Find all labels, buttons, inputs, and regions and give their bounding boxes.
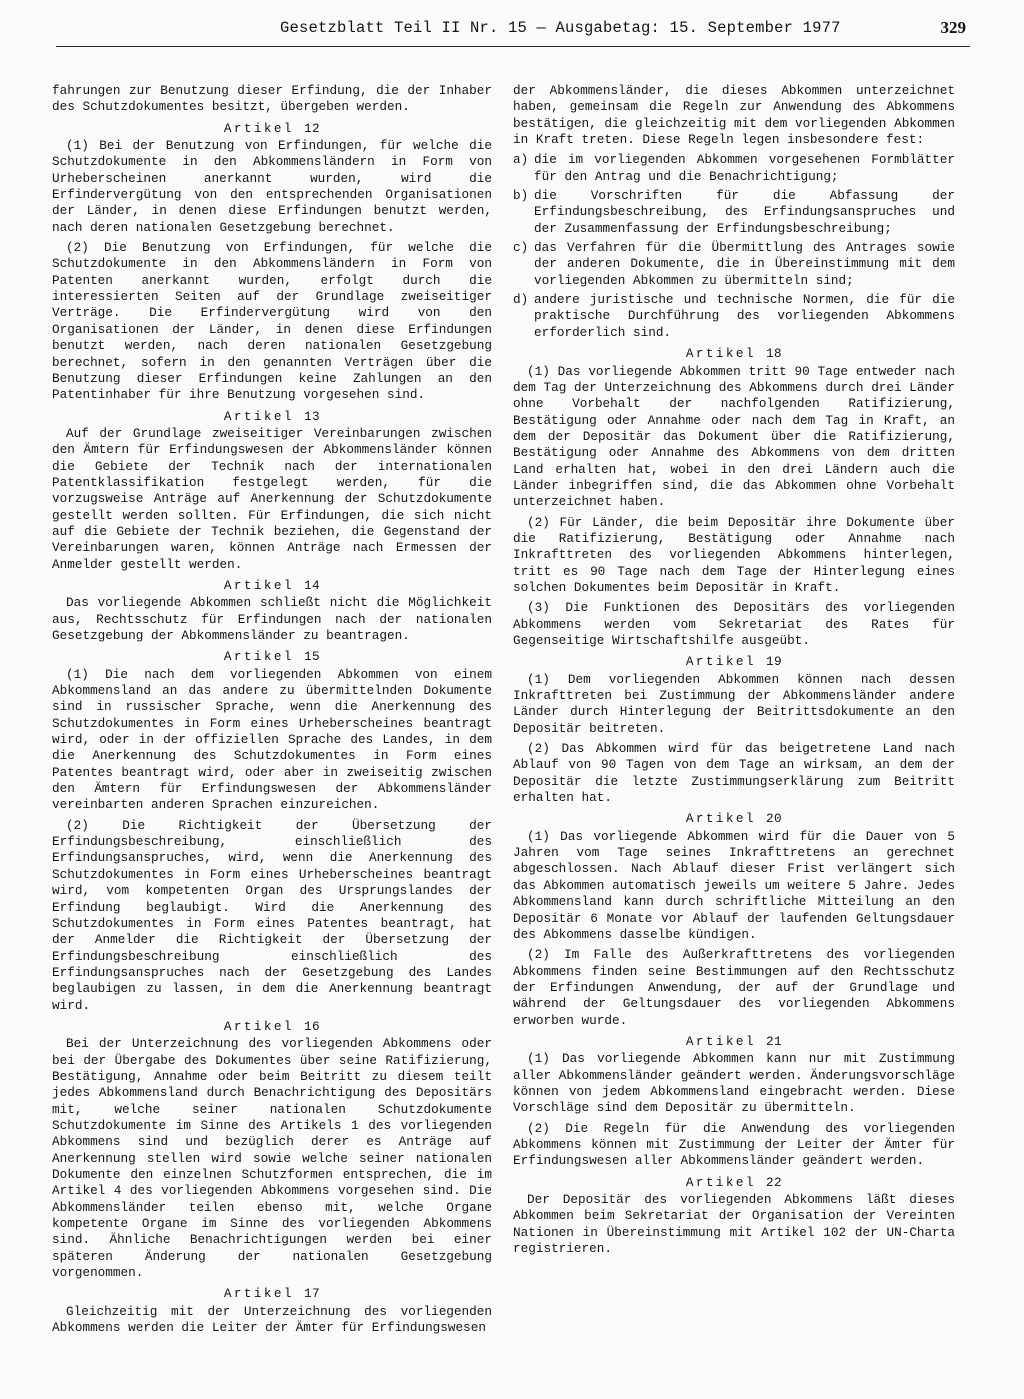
article-15-paragraph-2: (2) Die Richtigkeit der Übersetzung der Erfindungsbeschreibung, einschließlich des Erfindungsanspruches, wird, wenn die Anerkennung des Schutzdokumentes in Form eines Urheberscheines beantragt wird, vom kompetenten Organ des Ursprungslandes der Erfindung beglaubigt. Wird die Anerkennung des Schutzdokumentes in Form eines Patentes beantragt, hat der Anmelder die Richtigkeit der Übersetzung der Erfindungsbeschreibung einschließlich des Erfindungsanspruches nach der Gesetzgebung des Landes beglaubigen zu lassen, in dem die Anerkennung beantragt wird. [52,817,492,1013]
article-22-heading: Artikel 22 [685,1174,783,1190]
article-12-paragraph-1: (1) Bei der Benutzung von Erfindungen, für welche die Schutzdokumente in den Abkommensländern in Form von Urheberscheinen anerkannt wurden, wird die Erfindervergütung von den entsprechenden Organisationen der Länder, in denen diese Erfindungen benutzt werden, nach deren nationalen Gesetzgebung berechnet. [52,138,492,235]
article-21-heading: Artikel 21 [685,1033,783,1049]
paragraph-continuation: der Abkommensländer, die dieses Abkommen unterzeichnet haben, gemeinsam die Regeln zur Anwendung des Abkommens bestätigen, die gleichzeitig mit dem vorliegenden Abkommen in Kraft treten. Diese Regeln legen insbesondere fest: [513,83,955,148]
article-12-paragraph-2: (2) Die Benutzung von Erfindungen, für welche die Schutzdokumente in den Abkommensländern in Form von Patenten anerkannt wurden, erfolgt durch die interessierten Seiten auf der Grundlage zweiseitiger Verträge. Die Erfindervergütung wird von den Organisationen der Länder, in denen diese Erfindungen benutzt werden, nach deren nationalen Gesetzgebung berechnet, sofern in den genannten Verträgen über die Benutzung dieser Erfindungen keine Zahlungen an den Patentinhaber für ihre Benutzung vorgesehen sind. [52,240,492,403]
list-item: b) die Vorschriften für die Abfassung der Erfindungsbeschreibung, des Erfindungsanspruches und der Zusammenfassung der Erfindungsbeschreibung; [513,188,955,236]
article-15-heading: Artikel 15 [223,649,321,665]
right-column [513,83,955,1261]
list-item: a) die im vorliegenden Abkommen vorgesehenen Formblätter für den Antrag und die Benachrichtigung; [513,152,955,184]
article-13-heading: Artikel 13 [223,408,321,424]
article-18-heading: Artikel 18 [685,346,783,362]
article-13-paragraph-1: Auf der Grundlage zweiseitiger Vereinbarungen zwischen den Ämtern für Erfindungswesen der Abkommensländer können die Gebiete der Technik nach der internationalen Patentklassifikation festgelegt werden, für die vorzugsweise Anträge auf Anerkennung der Schutzdokumente gestellt werden sollten. Für Erfindungen, die sich nicht auf die Gebiete der Technik beziehen, die Gegenstand der Vereinbarungen waren, können Anträge nach Ermessen der Anmelder gestellt werden. [52,425,492,572]
article-20-paragraph-1: (1) Das vorliegende Abkommen wird für die Dauer von 5 Jahren vom Tage seines Inkrafttretens an gerechnet abgeschlossen. Nach Ablauf dieser Frist verlängert sich das Abkommen automatisch jeweils um weitere 5 Jahre. Jedes Abkommensland kann durch schriftliche Mitteilung an den Depositär 6 Monate vor Ablauf der laufenden Geltungsdauer des Abkommens dasselbe kündigen. [513,828,955,942]
article-12-heading: Artikel 12 [223,120,321,136]
article-19-paragraph-2: (2) Das Abkommen wird für das beigetretene Land nach Ablauf von 90 Tagen von dem Tage an wirksam, an dem der Depositär die letzte Zustimmungserklärung zum Beitritt erhalten hat. [513,741,955,806]
list-item: c) das Verfahren für die Übermittlung des Antrages sowie der anderen Dokumente, die in Übereinstimmung mit dem vorliegenden Abkommen zu übermitteln sind; [513,240,955,288]
article-19-heading: Artikel 19 [685,654,783,670]
page-number: 329 [940,18,966,37]
article-17-heading: Artikel 17 [223,1286,321,1302]
paragraph-continuation: fahrungen zur Benutzung dieser Erfindung, die der Inhaber des Schutzdokumentes besitzt, übergeben werden. [52,83,492,115]
article-14-heading: Artikel 14 [223,577,321,593]
article-21-paragraph-1: (1) Das vorliegende Abkommen kann nur mit Zustimmung aller Abkommensländer geändert werden. Änderungsvorschläge können von jedem Abkommensland eingebracht werden. Diese Vorschläge sind dem Depositär zu übermitteln. [513,1051,955,1116]
article-18-paragraph-1: (1) Das vorliegende Abkommen tritt 90 Tage entweder nach dem Tag der Unterzeichnung des Abkommens durch drei Länder ohne Vorbehalt der nachfolgenden Ratifizierung, Bestätigung oder Annahme oder nach dem Tag in Kraft, an dem der Depositär das Dokument über die Ratifizierung, Bestätigung oder Annahme des Abkommens von dem dritten Land erhalten hat, wobei in den drei Ländern auch die Länder inbegriffen sind, die das Abkommen ohne Vorbehalt unterzeichnet haben. [513,363,955,510]
header-title: Gesetzblatt Teil II Nr. 15 — Ausgabetag: 15. September 1977 [280,19,841,37]
article-20-heading: Artikel 20 [685,811,783,827]
article-20-paragraph-2: (2) Im Falle des Außerkrafttretens des vorliegenden Abkommens finden seine Bestimmungen auf den Rechtsschutz der Erfindungen Anwendung, der auf der Grundlage und während der Geltungsdauer des vorliegenden Abkommens erworben wurde. [513,947,955,1028]
article-17-paragraph-1: Gleichzeitig mit der Unterzeichnung des vorliegenden Abkommens werden die Leiter der Ämter für Erfindungswesen [52,1303,492,1336]
article-22-paragraph-1: Der Depositär des vorliegenden Abkommens läßt dieses Abkommen beim Sekretariat der Organisation der Vereinten Nationen in Übereinstimmung mit Artikel 102 der UN-Charta registrieren. [513,1192,955,1257]
left-column [52,83,492,1340]
page-header [56,18,970,47]
article-21-paragraph-2: (2) Die Regeln für die Anwendung des vorliegenden Abkommens können mit Zustimmung der Leiter der Ämter für Erfindungswesen aller Abkommensländer geändert werden. [513,1120,955,1169]
list-item: d) andere juristische und technische Normen, die für die praktische Durchführung des vorliegenden Abkommens erforderlich sind. [513,292,955,340]
article-15-paragraph-1: (1) Die nach dem vorliegenden Abkommen von einem Abkommensland an das andere zu übermittelnden Dokumente sind in russischer Sprache, wenn die Anerkennung des Schutzdokumentes in Form eines Urheberscheines beantragt wird, oder in der offiziellen Sprache des Landes, in dem die Anerkennung des Schutzdokumentes in Form eines Patentes beantragt wird, oder aber in zweiseitig zwischen den Ämtern für Erfindungswesen der Abkommensländer vereinbarten anderen Sprachen einzureichen. [52,666,492,813]
article-16-paragraph-1: Bei der Unterzeichnung des vorliegenden Abkommens oder bei der Übergabe des Dokumentes über seine Ratifizierung, Bestätigung, Annahme oder beim Beitritt zu diesem teilt jedes Abkommensland durch Benachrichtigung des Depositärs mit, welche seiner nationalen Schutzdokumente Schutzdokumente im Sinne des Artikels 1 des vorliegenden Abkommens sind und bezüglich derer es Anträge auf Anerkennung stellen wird sowie welche seiner nationalen Dokumente den einzelnen Schutzformen entsprechen, die im Artikel 4 des vorliegenden Abkommens vorgesehen sind. Die Abkommensländer teilen ebenso mit, welche Organe kompetente Organe im Sinne des vorliegenden Abkommens sind. Ähnliche Benachrichtigungen werden bei einer späteren Änderung der nationalen Gesetzgebung vorgenommen. [52,1036,492,1281]
article-14-paragraph-1: Das vorliegende Abkommen schließt nicht die Möglichkeit aus, Rechtsschutz für Erfindungen nach der nationalen Gesetzgebung der Abkommensländer zu beantragen. [52,595,492,643]
article-19-paragraph-1: (1) Dem vorliegenden Abkommen können nach dessen Inkrafttreten bei Zustimmung der Abkommensländer andere Länder durch Hinterlegung der Beitrittsdokumente an den Depositär beitreten. [513,671,955,736]
article-18-paragraph-2: (2) Für Länder, die beim Depositär ihre Dokumente über die Ratifizierung, Bestätigung oder Annahme nach Inkrafttreten des vorliegenden Abkommens hinterlegen, tritt es 90 Tage nach dem Tage der Hinterlegung eines solchen Dokumentes beim Depositär in Kraft. [513,514,955,595]
article-16-heading: Artikel 16 [223,1018,321,1034]
article-18-paragraph-3: (3) Die Funktionen des Depositärs des vorliegenden Abkommens werden vom Sekretariat des Rates für Gegenseitige Wirtschaftshilfe ausgeübt. [513,600,955,648]
